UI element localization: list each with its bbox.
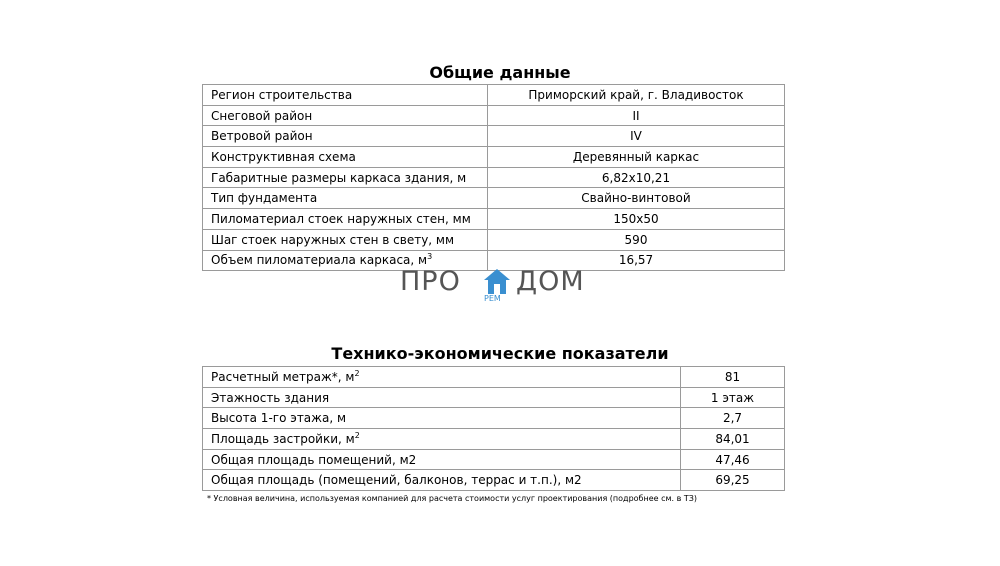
table-row: [203, 209, 785, 230]
table-row: [203, 147, 785, 168]
row-value: 590: [488, 229, 785, 250]
row-label: Снеговой район: [203, 105, 488, 126]
logo-sub: РЕМ: [484, 294, 501, 303]
unit-superscript: 2: [354, 430, 360, 440]
row-value: Свайно-винтовой: [488, 188, 785, 209]
row-value: 6,82x10,21: [488, 167, 785, 188]
watermark-logo: [400, 266, 600, 306]
row-value: 2,7: [681, 408, 785, 429]
row-label: Тип фундамента: [203, 188, 488, 209]
table-row: [203, 229, 785, 250]
table-row: [203, 188, 785, 209]
table-row: [203, 105, 785, 126]
table-row: [203, 470, 785, 491]
row-value: IV: [488, 126, 785, 147]
table-row: [203, 126, 785, 147]
unit-superscript: 2: [354, 368, 360, 378]
table-row: [203, 387, 785, 408]
row-value: 16,57: [488, 250, 785, 271]
row-label: Общая площадь (помещений, балконов, террас и т.п.), м2: [203, 470, 681, 491]
row-label: Ветровой район: [203, 126, 488, 147]
row-label: Шаг стоек наружных стен в свету, мм: [203, 229, 488, 250]
tech-indicators-title: Технико-экономические показатели: [331, 344, 669, 363]
table-row: [203, 429, 785, 450]
table-row: [203, 367, 785, 388]
row-label: Габаритные размеры каркаса здания, м: [203, 167, 488, 188]
row-label: Конструктивная схема: [203, 147, 488, 168]
row-label: Пиломатериал стоек наружных стен, мм: [203, 209, 488, 230]
tech-indicators-table: [202, 366, 785, 491]
row-value: Деревянный каркас: [488, 147, 785, 168]
row-label: Общая площадь помещений, м2: [203, 449, 681, 470]
unit-superscript: 3: [427, 252, 433, 262]
row-value: II: [488, 105, 785, 126]
row-label-cell: [203, 429, 681, 450]
table-row: [203, 167, 785, 188]
row-value: Приморский край, г. Владивосток: [488, 85, 785, 106]
general-data-title: Общие данные: [429, 63, 571, 82]
row-value: 1 этаж: [681, 387, 785, 408]
row-label: Площадь застройки, м: [211, 431, 355, 446]
row-label: Регион строительства: [203, 85, 488, 106]
table-row: [203, 85, 785, 106]
table-row: [203, 449, 785, 470]
row-label: Этажность здания: [203, 387, 681, 408]
logo-word-dom: ДОМ: [516, 266, 585, 297]
general-data-table: [202, 84, 785, 271]
row-value: 69,25: [681, 470, 785, 491]
row-label: Расчетный метраж*, м: [211, 369, 355, 384]
row-label-cell: [203, 367, 681, 388]
row-label: Объем пиломатериала каркаса, м: [211, 253, 428, 268]
row-value: 150x50: [488, 209, 785, 230]
row-label: Высота 1-го этажа, м: [203, 408, 681, 429]
row-value: 47,46: [681, 449, 785, 470]
footnote: * Условная величина, используемая компанией для расчета стоимости услуг проектирования (подробнее см. в ТЗ): [207, 494, 698, 503]
table-row: [203, 408, 785, 429]
logo-word-pro: ПРО: [400, 266, 461, 297]
row-value: 84,01: [681, 429, 785, 450]
row-value: 81: [681, 367, 785, 388]
